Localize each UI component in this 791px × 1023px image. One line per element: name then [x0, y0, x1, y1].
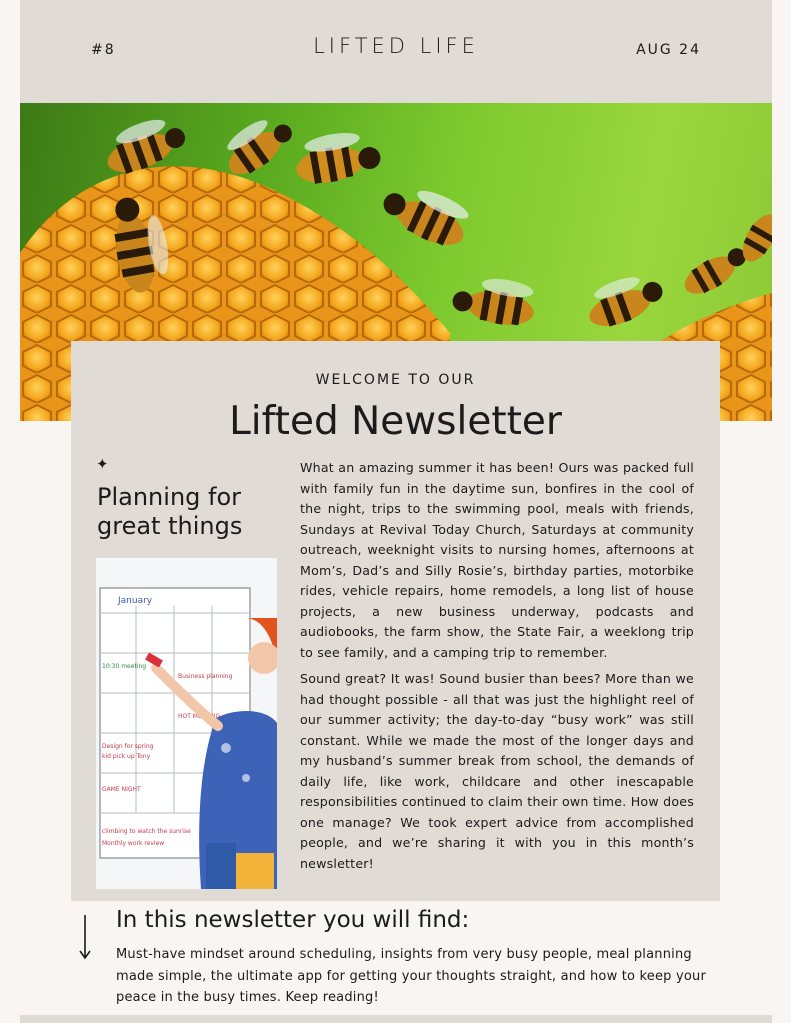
- welcome-kicker: WELCOME TO OUR: [315, 372, 476, 388]
- calendar-note-pickup: kid pick up Tony: [102, 753, 151, 760]
- calendar-note-review: Monthly work review: [102, 840, 165, 847]
- planning-calendar-photo: [96, 558, 277, 889]
- footer-bar: [20, 1015, 772, 1023]
- intro-paragraph: Sound great? It was! Sound busier than bees? More than we had thought possible - all that was just the highlight reel of our summer activity; the day-to-day “busy work” was still constant. While we made the most of the longer days and my husband’s summer break from school, the demands of daily life, like work, childcare and other inescapable responsibilities continued to claim their own time. How does one manage? We took expert advice from accomplished people, and we’re sharing it with you in this month’s newsletter!: [300, 671, 694, 871]
- calendar-whiteboard-illustration: [96, 558, 277, 889]
- masthead-bar: [20, 0, 772, 103]
- calendar-month-label: January: [118, 596, 153, 606]
- newsletter-title: Lifted Newsletter: [229, 399, 562, 444]
- sparkle-icon: ✦: [96, 455, 109, 473]
- calendar-note-meeting: 10:30 meeting: [102, 663, 147, 670]
- intro-paragraph: What an amazing summer it has been! Ours was packed full with family fun in the daytime sun, bonfires in the cool of the night, trips to the swimming pool, meals with friends, Sundays at Revival Today Church, Saturdays at community outreach, weeknight visits to nursing homes, afternoons at Mom’s, Dad’s and Silly Rosie’s, birthday parties, motorbike rides, vehicle repairs, home remodels, a long list of house projects, a new business underway, podcasts and audiobooks, the farm show, the State Fair, a weeklong trip to see family, and a camping trip to remember.: [300, 460, 694, 660]
- calendar-note-climbing: climbing to watch the sunrise: [102, 828, 191, 835]
- calendar-note-game-night: GAME NIGHT: [102, 786, 141, 793]
- in-this-issue-summary: Must-have mindset around scheduling, insights from very busy people, meal planning made simple, the ultimate app for getting your thoughts straight, and how to keep your peace in the busy times. Keep reading!: [116, 947, 706, 1005]
- in-this-issue-heading: In this newsletter you will find:: [116, 907, 470, 933]
- issue-date: AUG 24: [636, 42, 701, 58]
- intro-card: [71, 341, 720, 901]
- calendar-note-business: Business planning: [178, 673, 233, 680]
- calendar-note-hot: HOT MEETING: [178, 713, 221, 720]
- section-subhead: Planning for great things: [97, 483, 243, 540]
- intro-body: [300, 458, 694, 880]
- masthead-title: LIFTED LIFE: [313, 34, 479, 58]
- arrow-down-icon: [76, 913, 94, 961]
- calendar-note-design: Design for spring: [102, 743, 154, 750]
- issue-number: #8: [91, 42, 116, 58]
